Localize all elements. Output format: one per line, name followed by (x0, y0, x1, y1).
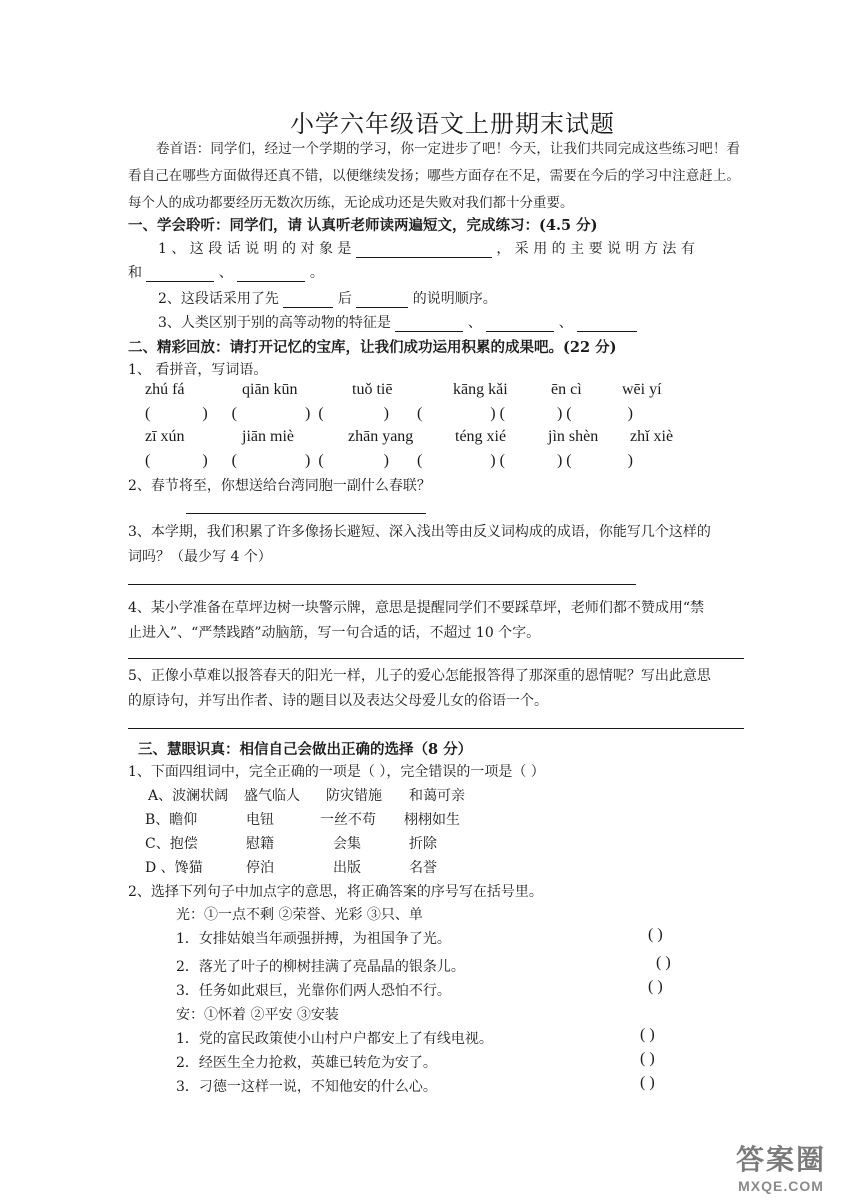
answer-blank[interactable] (356, 242, 492, 258)
section3-heading: 三、慧眼识真：相信自己会做出正确的选择（8 分） (138, 741, 473, 758)
option-word: D 、馋猫 (145, 860, 203, 876)
section2-heading: 二、精彩回放：请打开记忆的宝库，让我们成功运用积累的成果吧。(22 分) (128, 339, 617, 356)
section2-q3-line2: 词吗？（最少写 4 个） (128, 549, 272, 565)
option-word: 停泊 (246, 860, 274, 876)
s1q2-text-b: 后 (337, 291, 352, 307)
answer-paren[interactable]: ( ) (640, 1026, 655, 1043)
answer-line[interactable] (186, 513, 426, 514)
section1-q3 (158, 312, 637, 332)
option-word: B、瞻仰 (145, 812, 198, 828)
an-item-3: 3．刁德一这样一说，不知他安的什么心。 (176, 1079, 437, 1095)
answer-blank[interactable] (146, 266, 214, 282)
answer-paren[interactable]: ( ) (656, 954, 671, 971)
answer-paren[interactable]: ( ) (640, 1074, 655, 1091)
answer-parens-row-1[interactable]: ( ) ( ) ( ) ( ) ( ) ( ) (145, 405, 633, 422)
option-word: 一丝不苟 (320, 812, 376, 828)
option-word: 栩栩如生 (404, 812, 460, 828)
pinyin-word: tuǒ tiē (352, 381, 393, 398)
guang-definitions: 光：①一点不剩 ②荣誉、光彩 ③只、单 (176, 907, 423, 923)
watermark-logo: 答案圈 (735, 1143, 826, 1176)
answer-paren[interactable]: ( ) (648, 978, 663, 995)
s1q2-text-c: 的说明顺序。 (412, 291, 497, 307)
pinyin-word: zhǐ xiè (630, 428, 674, 445)
answer-line[interactable] (128, 658, 744, 659)
option-word: 会集 (333, 836, 361, 852)
section2-q4-line2: 止进入”、“严禁践踏”动脑筋，写一句合适的话，不超过 10 个字。 (128, 625, 541, 641)
option-word: C、抱偿 (145, 836, 198, 852)
watermark (736, 1138, 826, 1194)
s1q1-text-e: 。 (309, 265, 324, 281)
section2-q2: 2、春节将至，你想送给台湾同胞一副什么春联？ (128, 478, 431, 494)
answer-line[interactable] (128, 584, 636, 585)
answer-blank[interactable] (486, 316, 554, 332)
guang-item-3: 3．任务如此艰巨，光靠你们两人恐怕不行。 (176, 983, 451, 999)
s1q3-text-a: 3、人类区别于别的高等动物的特征是 (158, 315, 391, 331)
answer-paren[interactable]: ( ) (640, 1050, 655, 1067)
option-word: 折除 (409, 836, 437, 852)
s1q2-text-a: 2、这段话采用了先 (158, 291, 279, 307)
section1-q2 (158, 288, 497, 308)
pinyin-word: jìn shèn (548, 428, 599, 445)
option-word: 电钮 (246, 812, 274, 828)
pinyin-word: zhú fá (145, 381, 185, 398)
section2-q4-line1: 4、某小学准备在草坪边树一块警示牌，意思是提醒同学们不要踩草坪，老师们都不赞成用“禁 (128, 600, 705, 616)
s1q3-text-b: 、 (467, 315, 482, 331)
pinyin-word: téng xié (455, 428, 507, 445)
option-word: 出版 (333, 860, 361, 876)
option-word: A、波澜状阔 (148, 788, 229, 804)
section1-q1-line2 (128, 262, 324, 282)
guang-item-2: 2．落光了叶子的柳树挂满了亮晶晶的银条儿。 (176, 959, 465, 975)
section2-q3-line1: 3、本学期，我们积累了许多像扬长避短、深入浅出等由反义词构成的成语，你能写几个这样的 (128, 524, 711, 540)
pinyin-word: ēn cì (551, 381, 582, 398)
an-item-2: 2．经医生全力抢救，英雄已转危为安了。 (176, 1055, 437, 1071)
pinyin-word: kāng kǎi (453, 381, 508, 398)
option-word: 名誉 (409, 860, 437, 876)
answer-blank[interactable] (395, 316, 463, 332)
guang-item-1: 1．女排姑娘当年顽强拼搏，为祖国争了光。 (176, 931, 451, 947)
answer-blank[interactable] (356, 292, 408, 308)
s1q1-text-b: ， 采 用 的 主 要 说 明 方 法 有 (496, 241, 695, 257)
answer-paren[interactable]: ( ) (648, 926, 663, 943)
option-word: 和蔼可亲 (409, 788, 465, 804)
section3-q2: 2、选择下列句子中加点字的意思，将正确答案的序号写在括号里。 (128, 884, 543, 900)
option-word: 防灾错施 (326, 788, 382, 804)
pinyin-word: zī xún (145, 428, 185, 445)
section2-q5-line2: 的原诗句，并写出作者、诗的题目以及表达父母爱儿女的俗语一个。 (128, 693, 548, 709)
answer-blank[interactable] (283, 292, 333, 308)
section2-q1: 1、 看拼音，写词语。 (128, 362, 268, 378)
answer-line[interactable] (128, 728, 744, 729)
watermark-url: MXQE.COM (738, 1178, 824, 1194)
s1q1-text-a: 1 、 这 段 话 说 明 的 对 象 是 (158, 241, 352, 257)
an-item-1: 1．党的富民政策使小山村户户都安上了有线电视。 (176, 1031, 493, 1047)
option-word: 慰籍 (246, 836, 274, 852)
pinyin-word: qiān kūn (242, 381, 298, 398)
section3-q1: 1、下面四组词中，完全正确的一项是（ ），完全错误的一项是（ ） (128, 764, 545, 780)
s1q1-text-d: 、 (218, 265, 233, 281)
section1-q1-line1 (158, 238, 695, 258)
pinyin-word: zhān yang (348, 428, 414, 445)
option-word: 盛气临人 (244, 788, 300, 804)
page-title: 小学六年级语文上册期末试题 (290, 110, 615, 138)
pinyin-word: jiān miè (242, 428, 294, 445)
an-definitions: 安：①怀着 ②平安 ③安装 (176, 1007, 339, 1023)
pinyin-word: wēi yí (622, 381, 662, 398)
section2-q5-line1: 5、正像小草难以报答春天的阳光一样，儿子的爱心怎能报答得了那深重的恩情呢？写出此意思 (128, 668, 711, 684)
answer-parens-row-2[interactable]: ( ) ( ) ( ) ( ) ( ) ( ) (145, 452, 633, 469)
answer-blank[interactable] (577, 316, 637, 332)
s1q3-text-c: 、 (558, 315, 573, 331)
section1-heading: 一、学会聆听：同学们，请 认真听老师读两遍短文，完成练习：(4.5 分) (128, 217, 598, 234)
answer-blank[interactable] (237, 266, 305, 282)
s1q1-text-c: 和 (128, 265, 142, 281)
intro-paragraph: 卷首语：同学们，经过一个学期的学习，你一定进步了吧！今天，让我们共同完成这些练习吧！看看自己在哪些方面做得还真不错，以便继续发扬；哪些方面存在不足，需要在今后的学习中注意赶上。每个人的成功都要经历无数次历练，无论成功还是失败对我们都十分重要。 (128, 141, 740, 211)
